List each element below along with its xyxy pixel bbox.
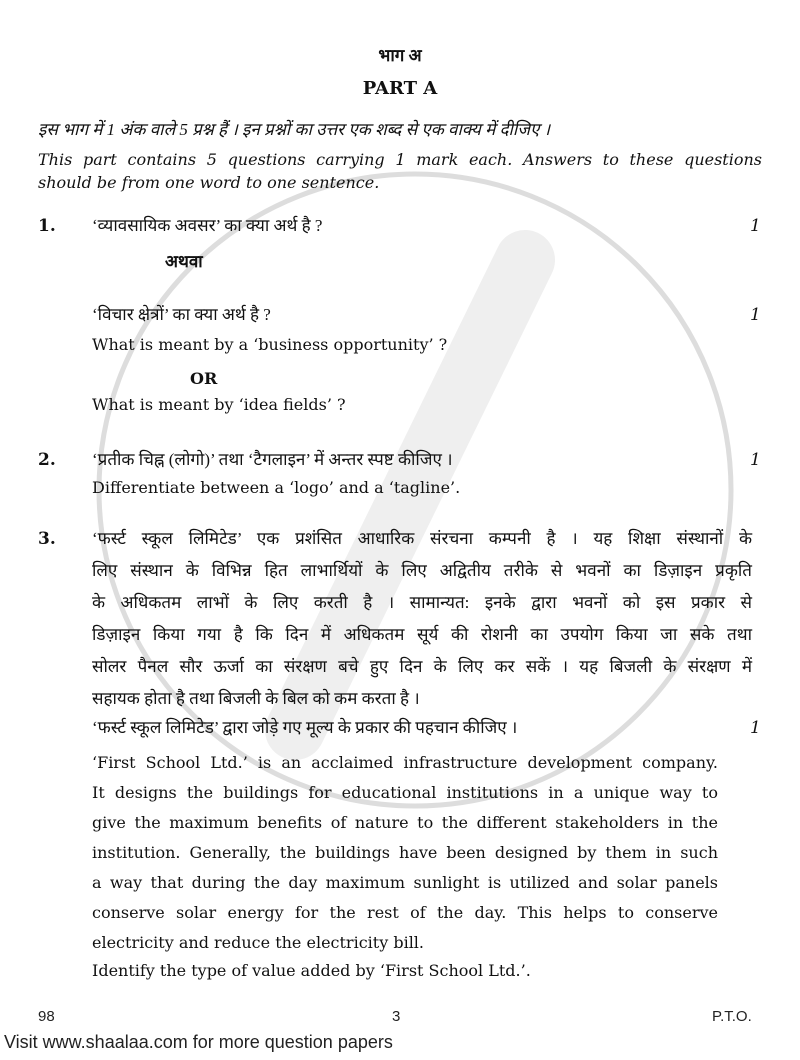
passage-line: लिए संस्थान के विभिन्न हित लाभार्थियों के लिए अद्वितीय तरीके से भवनों का डिज़ाइन प्रकृति xyxy=(92,561,752,580)
question-2-hindi: ‘प्रतीक चिह्न (लोगो)’ तथा ‘टैगलाइन’ में अन्तर स्पष्ट कीजिए । xyxy=(92,450,453,469)
question-mark: 1 xyxy=(750,718,761,738)
question-1-alt-hindi: ‘विचार क्षेत्रों’ का क्या अर्थ है ? xyxy=(92,305,271,324)
question-mark: 1 xyxy=(750,450,761,470)
passage-line: institution. Generally, the buildings have been designed by them in such xyxy=(92,843,718,862)
question-1-hindi: ‘व्यावसायिक अवसर’ का क्या अर्थ है ? xyxy=(92,216,323,235)
section-title-hindi: भाग अ xyxy=(378,46,422,65)
pto-label: P.T.O. xyxy=(712,1008,752,1025)
instructions-english-1: This part contains 5 questions carrying 1 mark each. Answers to these questions xyxy=(38,150,762,169)
passage-line: सोलर पैनल सौर ऊर्जा का संरक्षण बचे हुए दिन के लिए कर सकें । यह बिजली के संरक्षण में xyxy=(92,657,752,676)
passage-line: It designs the buildings for educational institutions in a unique way to xyxy=(92,783,718,802)
question-1-english: What is meant by a ‘business opportunity’ ? xyxy=(92,335,448,354)
passage-line: a way that during the day maximum sunlight is utilized and solar panels xyxy=(92,873,718,892)
section-title: PART A xyxy=(362,78,438,99)
question-1-alt-english: What is meant by ‘idea fields’ ? xyxy=(92,395,346,414)
passage-line: डिज़ाइन किया गया है कि दिन में अधिकतम सूर्य की रोशनी का उपयोग किया जा सके तथा xyxy=(92,625,752,644)
passage-line: give the maximum benefits of nature to the different stakeholders in the xyxy=(92,813,718,832)
question-3-hindi-question: ‘फर्स्ट स्कूल लिमिटेड’ द्वारा जोड़े गए मूल्य के प्रकार की पहचान कीजिए । xyxy=(92,718,518,737)
instructions-english-2: should be from one word to one sentence. xyxy=(38,173,380,192)
question-2-english: Differentiate between a ‘logo’ and a ‘tagline’. xyxy=(92,478,461,497)
visit-link[interactable]: Visit www.shaalaa.com for more question papers xyxy=(4,1032,393,1052)
instructions-hindi: इस भाग में 1 अंक वाले 5 प्रश्न हैं । इन प्रश्नों का उत्तर एक शब्द से एक वाक्य में दीजिए । xyxy=(38,120,551,139)
paper-code: 98 xyxy=(38,1008,55,1025)
question-3-hindi-passage xyxy=(92,523,752,715)
question-mark: 1 xyxy=(750,305,761,325)
passage-line: सहायक होता है तथा बिजली के बिल को कम करता है । xyxy=(92,689,420,708)
passage-line: ‘फर्स्ट स्कूल लिमिटेड’ एक प्रशंसित आधारिक संरचना कम्पनी है । यह शिक्षा संस्थानों के xyxy=(92,529,752,548)
question-3-english-question: Identify the type of value added by ‘First School Ltd.’. xyxy=(92,961,531,980)
question-number: 3. xyxy=(38,529,56,549)
passage-line: के अधिकतम लाभों के लिए करती है । सामान्यत: इनके द्वारा भवनों को इस प्रकार से xyxy=(92,593,752,612)
question-number: 2. xyxy=(38,450,56,470)
question-mark: 1 xyxy=(750,216,761,236)
question-3-english-passage xyxy=(92,748,718,958)
page-number: 3 xyxy=(392,1008,401,1025)
or-english: OR xyxy=(190,369,218,388)
or-hindi: अथवा xyxy=(165,252,203,271)
passage-line: ‘First School Ltd.’ is an acclaimed infrastructure development company. xyxy=(92,753,718,772)
passage-line: electricity and reduce the electricity bill. xyxy=(92,933,425,952)
question-number: 1. xyxy=(38,216,56,236)
passage-line: conserve solar energy for the rest of the day. This helps to conserve xyxy=(92,903,718,922)
